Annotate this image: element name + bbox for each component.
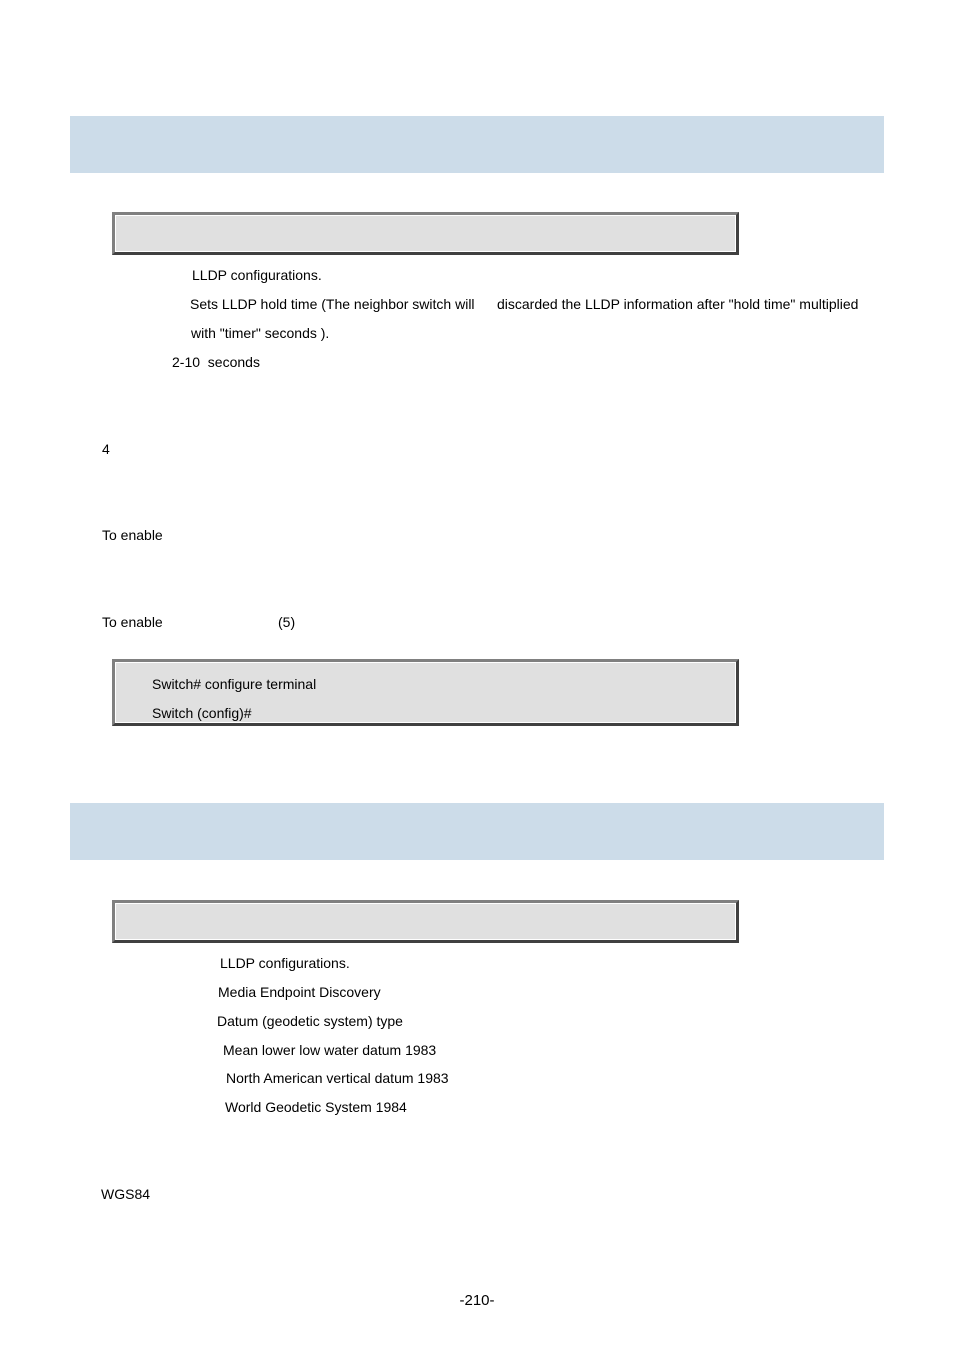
command-syntax-box-1 (112, 212, 739, 255)
command-mode-text: LLDP configurations. (192, 267, 322, 283)
usage-value-text: (5) (278, 614, 296, 630)
option-mllw-text: Mean lower low water datum 1983 (223, 1042, 437, 1058)
option-navd-text: North American vertical datum 1983 (226, 1070, 449, 1086)
command-mode-text-2: LLDP configurations. (220, 955, 350, 971)
description-text-cont: discarded the LLDP information after "hold time" multiplied (497, 296, 859, 312)
example-line-1: Switch# configure terminal (152, 676, 317, 692)
parameter-datum-text: Datum (geodetic system) type (217, 1013, 403, 1029)
example-line-2: Switch (config)# (152, 705, 252, 721)
section-header-band-1 (70, 116, 884, 173)
command-syntax-box-2 (112, 900, 739, 943)
description-text: Sets LLDP hold time (The neighbor switch will (190, 296, 475, 312)
usage-text: To enable (102, 527, 163, 543)
default-value-text: 4 (102, 441, 110, 457)
page-number: -210- (459, 1292, 495, 1309)
section-header-band-2 (70, 803, 884, 860)
default-value-text-2: WGS84 (101, 1186, 151, 1202)
parameter-med-text: Media Endpoint Discovery (218, 984, 381, 1000)
parameter-range-text: 2-10 seconds (172, 354, 260, 370)
description-text-line2: with "timer" seconds ). (191, 325, 330, 341)
usage-text-2: To enable (102, 614, 163, 630)
option-wgs-text: World Geodetic System 1984 (225, 1099, 407, 1115)
